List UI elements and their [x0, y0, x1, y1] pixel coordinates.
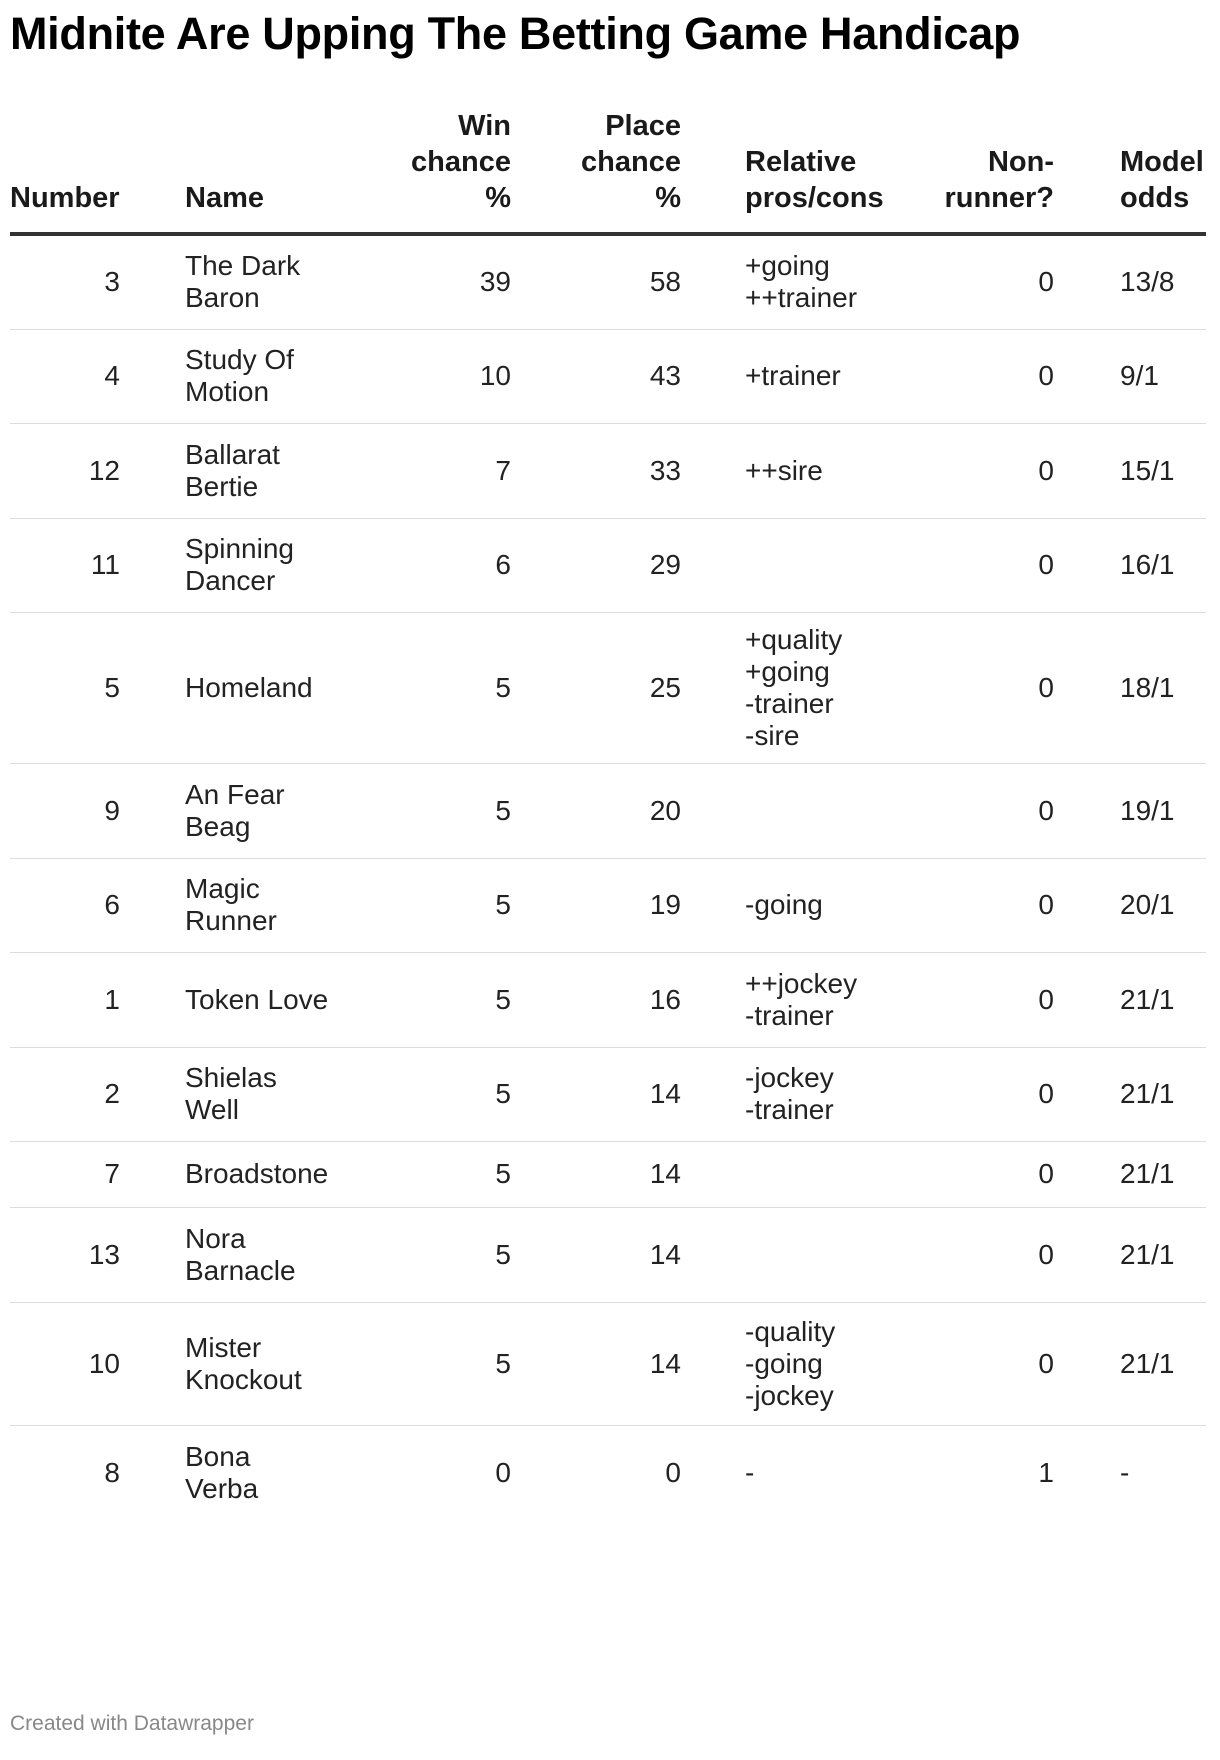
cell-name: Homeland	[185, 612, 375, 763]
cell-non-runner: 0	[927, 1141, 1054, 1207]
cell-name: Shielas Well	[185, 1047, 375, 1141]
cell-non-runner: 0	[927, 612, 1054, 763]
cell-win-chance: 5	[375, 612, 511, 763]
cell-number: 4	[10, 329, 120, 423]
cell-place-chance: 14	[511, 1302, 681, 1425]
cell-win-chance: 5	[375, 858, 511, 952]
cell-model-odds: 13/8	[1120, 234, 1206, 329]
cell-pros-cons: -quality -going -jockey	[745, 1302, 927, 1425]
cell-non-runner: 1	[1038, 1456, 1054, 1488]
cell-model-odds: 21/1	[1120, 1207, 1206, 1302]
table-row	[10, 518, 1206, 612]
cell-model-odds: 19/1	[1120, 763, 1206, 858]
cell-non-runner: 0	[927, 1302, 1054, 1425]
cell-model-odds: 15/1	[1120, 423, 1206, 518]
cell-win-chance: 7	[375, 423, 511, 518]
cell-number: 7	[10, 1141, 120, 1207]
cell-non-runner: 0	[927, 952, 1054, 1047]
cell-pros-cons: -jockey -trainer	[745, 1047, 927, 1141]
cell-name: Spinning Dancer	[185, 518, 375, 612]
cell-place-chance: 14	[511, 1047, 681, 1141]
cell-number: 12	[10, 423, 120, 518]
cell-number: 11	[10, 518, 120, 612]
cell-model-odds: 21/1	[1120, 952, 1206, 1047]
cell-win-chance: 39	[375, 234, 511, 329]
cell-win-chance: 0	[495, 1456, 511, 1488]
cell-pros-cons: +going ++trainer	[745, 234, 927, 329]
cell-model-odds: 21/1	[1120, 1141, 1206, 1207]
table-body	[10, 234, 1206, 1520]
col-header-nonrunner[interactable]: Non- runner?	[927, 108, 1054, 234]
table-row	[10, 329, 1206, 423]
cell-place-chance: 43	[511, 329, 681, 423]
cell-pros-cons: -going	[745, 858, 927, 952]
cell-name: The Dark Baron	[185, 234, 375, 329]
cell-name: Bona Verba	[185, 1440, 259, 1504]
cell-non-runner: 0	[927, 234, 1054, 329]
cell-place-chance: 19	[511, 858, 681, 952]
cell-name: An Fear Beag	[185, 763, 375, 858]
cell-pros-cons: +trainer	[745, 329, 927, 423]
cell-name: Ballarat Bertie	[185, 423, 375, 518]
cell-win-chance: 5	[375, 1047, 511, 1141]
table-row	[10, 952, 1206, 1047]
cell-pros-cons	[745, 763, 927, 858]
cell-win-chance: 5	[375, 1141, 511, 1207]
cell-model-odds: 9/1	[1120, 329, 1206, 423]
cell-name: Broadstone	[185, 1141, 375, 1207]
cell-model-odds: 21/1	[1120, 1302, 1206, 1425]
table-row	[10, 763, 1206, 858]
col-header-name[interactable]: Name	[185, 108, 375, 234]
cell-place-chance: 14	[511, 1141, 681, 1207]
cell-model-odds: 18/1	[1120, 612, 1206, 763]
cell-number: 8	[104, 1456, 120, 1488]
cell-number: 6	[10, 858, 120, 952]
cell-number: 2	[10, 1047, 120, 1141]
cell-pros-cons: ++jockey -trainer	[745, 952, 927, 1047]
cell-name: Token Love	[185, 952, 375, 1047]
table-row	[10, 1302, 1206, 1425]
cell-pros-cons: -	[745, 1456, 755, 1488]
cell-number: 10	[10, 1302, 120, 1425]
footer-credit: Created with Datawrapper	[10, 1712, 254, 1735]
cell-place-chance: 0	[665, 1456, 681, 1488]
cell-non-runner: 0	[927, 858, 1054, 952]
cell-name: Magic Runner	[185, 858, 375, 952]
cell-model-odds: -	[1120, 1456, 1130, 1488]
chart-title: Midnite Are Upping The Betting Game Handicap	[10, 8, 1021, 59]
cell-place-chance: 58	[511, 234, 681, 329]
cell-pros-cons	[745, 518, 927, 612]
cell-pros-cons: +quality +going -trainer -sire	[745, 612, 927, 763]
table-row	[10, 858, 1206, 952]
cell-model-odds: 16/1	[1120, 518, 1206, 612]
cell-number: 9	[10, 763, 120, 858]
cell-non-runner: 0	[927, 1207, 1054, 1302]
cell-number: 3	[10, 234, 120, 329]
table-row	[10, 234, 1206, 329]
col-header-number[interactable]: Number	[10, 108, 120, 234]
cell-pros-cons	[745, 1141, 927, 1207]
cell-pros-cons: ++sire	[745, 423, 927, 518]
cell-place-chance: 29	[511, 518, 681, 612]
cell-win-chance: 10	[375, 329, 511, 423]
col-header-pros[interactable]: Relative pros/cons	[745, 108, 927, 234]
cell-win-chance: 5	[375, 763, 511, 858]
table-row	[10, 1425, 1206, 1520]
cell-name: Mister Knockout	[185, 1302, 375, 1425]
col-header-place[interactable]: Place chance %	[511, 108, 681, 234]
cell-place-chance: 25	[511, 612, 681, 763]
cell-pros-cons	[745, 1207, 927, 1302]
cell-number: 13	[10, 1207, 120, 1302]
cell-non-runner: 0	[927, 518, 1054, 612]
cell-non-runner: 0	[927, 1047, 1054, 1141]
header-row	[10, 108, 1206, 234]
cell-non-runner: 0	[927, 763, 1054, 858]
table-row	[10, 1141, 1206, 1207]
cell-win-chance: 5	[375, 1207, 511, 1302]
cell-model-odds: 20/1	[1120, 858, 1206, 952]
cell-win-chance: 6	[375, 518, 511, 612]
table-row	[10, 1207, 1206, 1302]
table-row	[10, 1047, 1206, 1141]
cell-model-odds: 21/1	[1120, 1047, 1206, 1141]
cell-place-chance: 16	[511, 952, 681, 1047]
cell-name: Study Of Motion	[185, 329, 375, 423]
cell-place-chance: 33	[511, 423, 681, 518]
table-row	[10, 423, 1206, 518]
cell-non-runner: 0	[927, 329, 1054, 423]
cell-place-chance: 14	[511, 1207, 681, 1302]
cell-number: 5	[10, 612, 120, 763]
col-header-odds[interactable]: Model odds	[1120, 108, 1206, 234]
table-row	[10, 612, 1206, 763]
cell-place-chance: 20	[511, 763, 681, 858]
cell-name: Nora Barnacle	[185, 1207, 375, 1302]
cell-win-chance: 5	[375, 1302, 511, 1425]
cell-number: 1	[10, 952, 120, 1047]
cell-win-chance: 5	[375, 952, 511, 1047]
cell-non-runner: 0	[927, 423, 1054, 518]
col-header-win[interactable]: Win chance %	[375, 108, 511, 234]
data-table	[10, 108, 1206, 1520]
